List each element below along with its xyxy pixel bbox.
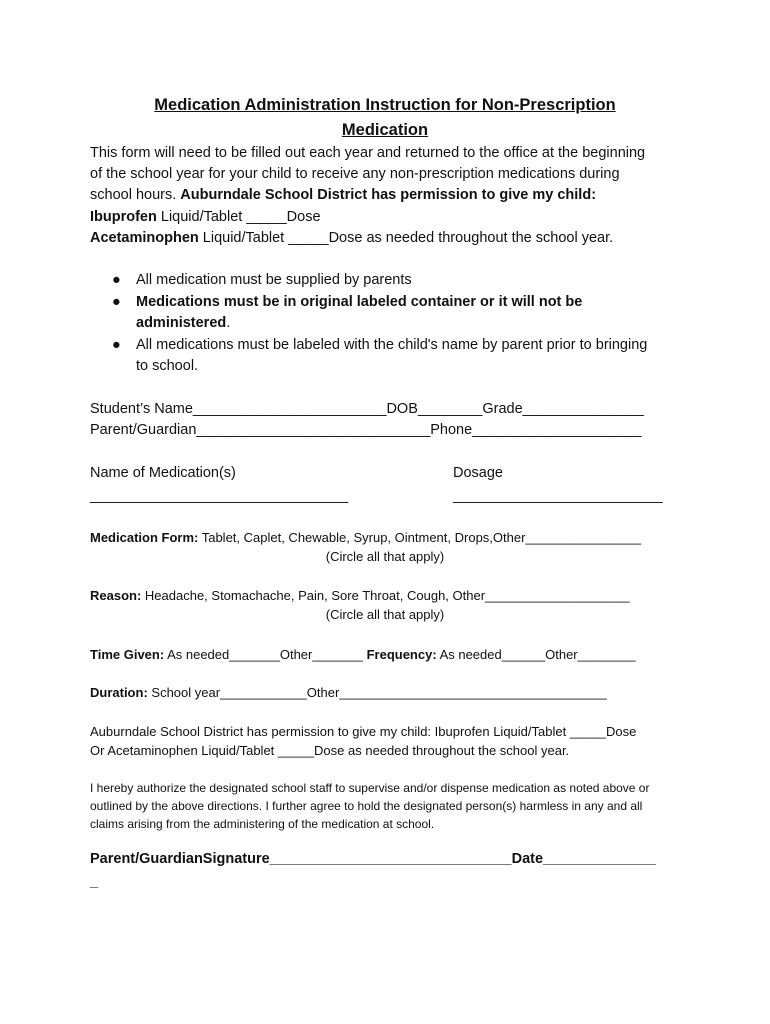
list-item [90,335,690,378]
medication-form-label: Medication Form: [90,530,199,545]
time-frequency-line[interactable] [90,644,635,665]
acetaminophen-label: Acetaminophen [90,230,199,246]
acetaminophen-dose-text: Liquid/Tablet _____Dose as needed throughout the school year. [198,230,614,246]
bullet-text-2: to school. [136,358,199,374]
bullet-text-1: All medications must be labeled with the child's name by parent prior to bringing [136,336,648,353]
dosage-field[interactable]: __________________________ [453,488,663,504]
bullet-icon: ● [112,272,121,288]
authorization-line-2: outlined by the above directions. I further agree to hold the designated person(s) harmless in any and all [90,799,643,813]
authorization-line-1: I hereby authorize the designated school staff to supervise and/or dispense medication as noted above or [90,781,650,795]
bullet-text-bold-2: administered [136,315,227,331]
guardian-info-line[interactable]: Parent/Guardian_____________________________Phone_____________________ [90,422,642,438]
reason-options: Headache, Stomachache, Pain, Sore Throat, Cough, Other____________________ [141,588,630,603]
duration-line[interactable] [90,682,607,703]
intro-line-2: of the school year for your child to receive any non-prescription medications during [90,166,620,182]
time-given-label: Time Given: [90,647,165,662]
frequency-options: As needed______Other________ [436,647,636,662]
title-line-2: Medication [341,121,429,139]
duration-options: School year____________Other_____________________________________ [147,685,607,700]
signature-line[interactable]: Parent/GuardianSignature______________________________Date______________ [90,851,656,867]
intro-permission-bold: Auburndale School District has permission to give my child: [180,187,597,203]
intro-line-1: This form will need to be filled out each year and returned to the office at the beginning [90,145,646,161]
medication-form-line[interactable] [90,527,641,548]
bullet-text-bold-1: Medications must be in original labeled container or it will not be [136,293,583,310]
bullet-text: All medication must be supplied by parents [136,272,412,288]
duration-label: Duration: [90,685,148,700]
ibuprofen-dose-text: Liquid/Tablet _____Dose [156,209,321,225]
ibuprofen-dose-line [90,207,321,228]
bullet-icon: ● [112,293,121,310]
bullet-icon: ● [112,336,121,353]
rules-list [90,270,690,378]
reason-line[interactable] [90,585,630,606]
medication-name-label: Name of Medication(s) [90,465,236,481]
frequency-label: Frequency: [366,647,437,662]
medication-form-options: Tablet, Caplet, Chewable, Syrup, Ointment, Drops,Other________________ [198,530,642,545]
title-line-1: Medication Administration Instruction for Non-Prescription [154,96,616,114]
page-title [90,93,680,143]
list-item [90,270,690,292]
permission-line-1: Auburndale School District has permission to give my child: Ibuprofen Liquid/Tablet _____Dose [90,724,637,739]
intro-line-3-text: school hours. [90,187,181,203]
reason-note: (Circle all that apply) [325,607,445,622]
medication-name-field[interactable]: ________________________________ [90,488,349,504]
bullet-text-end: . [226,315,231,331]
intro-line-3 [90,185,596,206]
list-item [90,292,690,335]
reason-label: Reason: [90,588,142,603]
ibuprofen-label: Ibuprofen [90,209,157,225]
medication-form-note: (Circle all that apply) [325,549,445,564]
time-given-options: As needed_______Other_______ [164,647,367,662]
dosage-label: Dosage [453,465,503,481]
acetaminophen-dose-line [90,228,613,249]
student-info-line[interactable]: Student’s Name________________________DOB________Grade_______________ [90,401,644,417]
authorization-line-3: claims arising from the administering of the medication at school. [90,817,435,831]
permission-line-2: Or Acetaminophen Liquid/Tablet _____Dose as needed throughout the school year. [90,743,570,758]
signature-line-trail: _ [90,874,99,890]
